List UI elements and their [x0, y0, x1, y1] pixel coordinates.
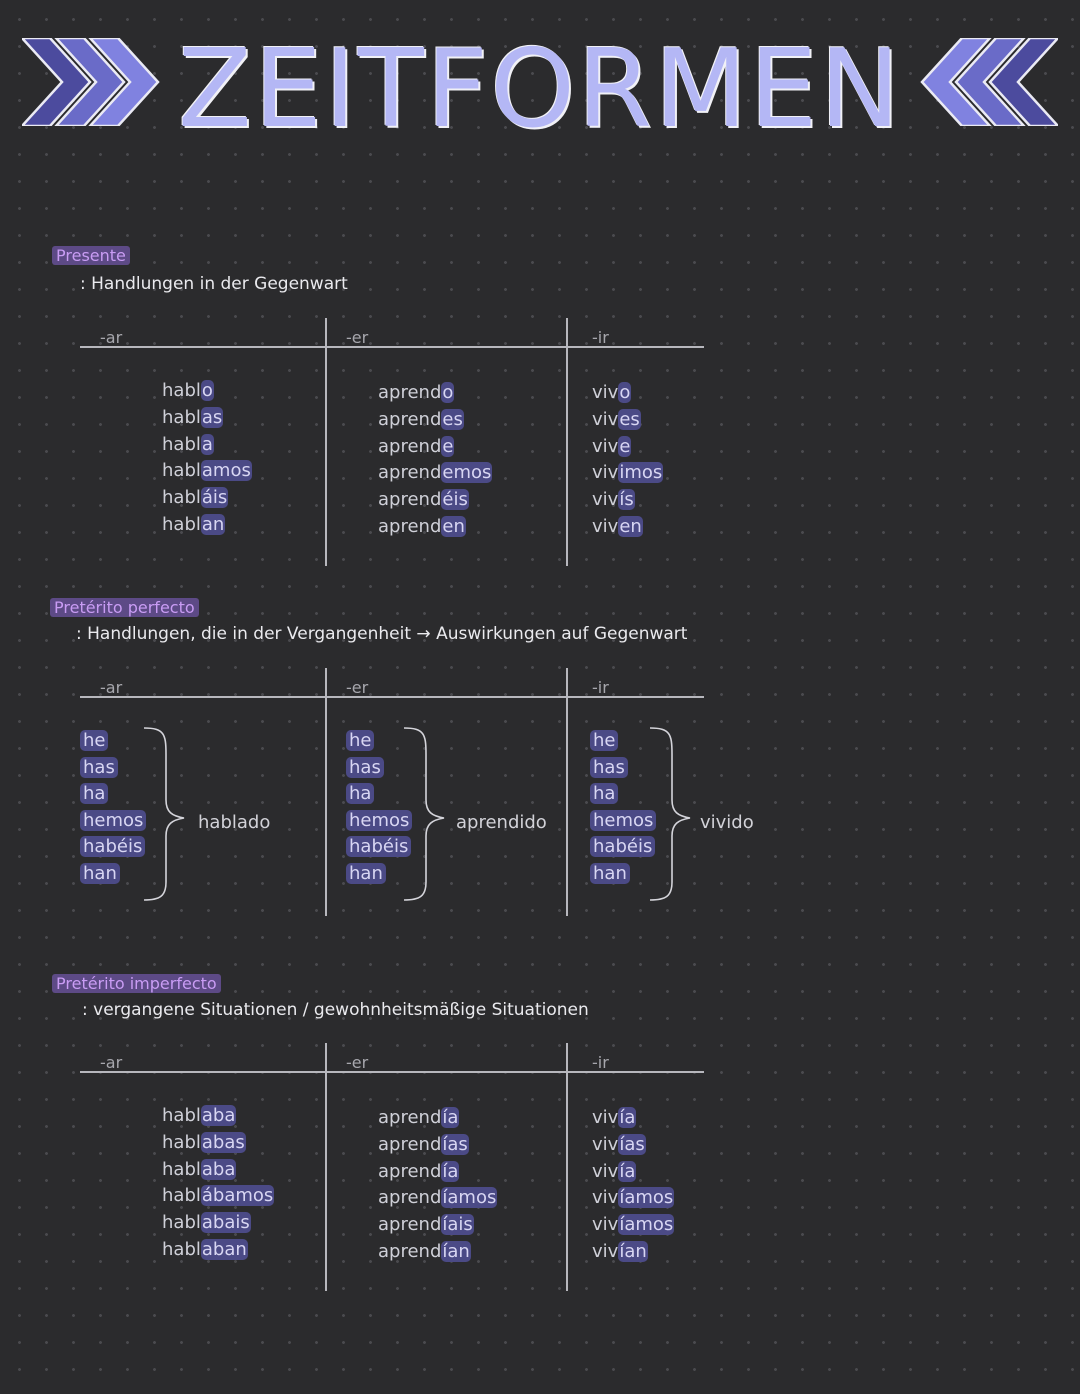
list-item: has	[80, 755, 146, 782]
column-divider	[566, 318, 568, 566]
section-title: Pretérito imperfecto	[52, 974, 221, 993]
table-header-rule	[80, 346, 704, 348]
column-header-er: -er	[346, 1053, 369, 1072]
column-header-ar: -ar	[100, 678, 123, 697]
list-item: habláis	[162, 487, 228, 509]
chevrons-left-icon	[918, 38, 1058, 126]
table-header-rule	[80, 696, 704, 698]
column-divider	[325, 668, 327, 916]
brace-icon	[402, 724, 448, 904]
list-item: habéis	[346, 834, 412, 861]
list-item: aprendo	[378, 382, 454, 403]
list-item: hemos	[590, 808, 656, 835]
participle-vivido: vivido	[700, 812, 754, 833]
list-item: aprendíamos	[378, 1187, 497, 1209]
list-item: hemos	[80, 808, 146, 835]
section-title: Presente	[52, 246, 130, 265]
column-header-ir: -ir	[592, 1053, 609, 1072]
list-item: hablabas	[162, 1131, 245, 1153]
list-item: aprendemos	[378, 462, 492, 484]
column-divider	[325, 1043, 327, 1291]
participle-aprendido: aprendido	[456, 812, 547, 833]
list-item: aprendía	[378, 1107, 459, 1128]
list-item: vivís	[592, 489, 634, 511]
list-item: han	[590, 861, 656, 888]
column-header-ir: -ir	[592, 328, 609, 347]
imperfecto-ir-forms	[592, 1105, 674, 1266]
list-item: viven	[592, 515, 642, 537]
list-item: vivo	[592, 382, 631, 403]
list-item: he	[80, 728, 146, 755]
section-description: : Handlungen, die in der Vergangenheit → Auswirkungen auf Gegenwart	[76, 624, 688, 644]
list-item: habéis	[80, 834, 146, 861]
list-item: ha	[346, 781, 412, 808]
list-item: aprendía	[378, 1160, 459, 1182]
list-item: vivía	[592, 1160, 636, 1182]
perfecto-ir-aux	[590, 728, 656, 888]
column-divider	[566, 668, 568, 916]
list-item: has	[346, 755, 412, 782]
chevrons-right-icon	[22, 38, 162, 126]
list-item: vivían	[592, 1240, 647, 1262]
list-item: hablaban	[162, 1238, 247, 1260]
list-item: han	[80, 861, 146, 888]
list-item: aprendías	[378, 1133, 468, 1155]
list-item: vivías	[592, 1133, 645, 1155]
participle-hablado: hablado	[198, 812, 271, 833]
section-description: : vergangene Situationen / gewohnheitsmäßige Situationen	[82, 1000, 589, 1020]
brace-icon	[648, 724, 694, 904]
list-item: aprende	[378, 435, 454, 457]
list-item: aprendíais	[378, 1214, 473, 1236]
list-item: he	[590, 728, 656, 755]
list-item: aprendes	[378, 408, 463, 430]
list-item: hablaba	[162, 1158, 236, 1180]
list-item: hemos	[346, 808, 412, 835]
brace-icon	[142, 724, 188, 904]
list-item: hablaba	[162, 1105, 236, 1126]
column-divider	[566, 1043, 568, 1291]
perfecto-ar-aux	[80, 728, 146, 888]
list-item: vivía	[592, 1107, 636, 1128]
presente-er-forms	[378, 380, 492, 541]
section-description: : Handlungen in der Gegenwart	[80, 274, 348, 294]
list-item: he	[346, 728, 412, 755]
presente-ar-forms	[162, 378, 252, 539]
column-header-ar: -ar	[100, 1053, 123, 1072]
column-header-ar: -ar	[100, 328, 123, 347]
list-item: habla	[162, 433, 213, 455]
list-item: hablas	[162, 406, 223, 428]
presente-ir-forms	[592, 380, 663, 541]
list-item: ha	[590, 781, 656, 808]
list-item: han	[346, 861, 412, 888]
column-header-ir: -ir	[592, 678, 609, 697]
page-title: ZEITFORMEN	[177, 27, 903, 152]
column-header-er: -er	[346, 328, 369, 347]
list-item: hablan	[162, 513, 225, 535]
list-item: vivimos	[592, 462, 663, 484]
list-item: hablábamos	[162, 1185, 274, 1207]
list-item: aprendéis	[378, 489, 468, 511]
list-item: aprendían	[378, 1240, 470, 1262]
list-item: ha	[80, 781, 146, 808]
list-item: vivíamos	[592, 1187, 674, 1209]
list-item: aprenden	[378, 515, 465, 537]
list-item: habéis	[590, 834, 656, 861]
list-item: hablo	[162, 380, 213, 401]
imperfecto-ar-forms	[162, 1103, 274, 1264]
list-item: vive	[592, 435, 631, 457]
table-header-rule	[80, 1071, 704, 1073]
list-item: hablamos	[162, 460, 251, 482]
list-item: hablabais	[162, 1212, 250, 1234]
list-item: vivíamos	[592, 1214, 674, 1236]
column-divider	[325, 318, 327, 566]
imperfecto-er-forms	[378, 1105, 497, 1266]
column-header-er: -er	[346, 678, 369, 697]
list-item: vives	[592, 408, 640, 430]
section-title: Pretérito perfecto	[50, 598, 199, 617]
title-banner	[0, 18, 1080, 152]
list-item: has	[590, 755, 656, 782]
